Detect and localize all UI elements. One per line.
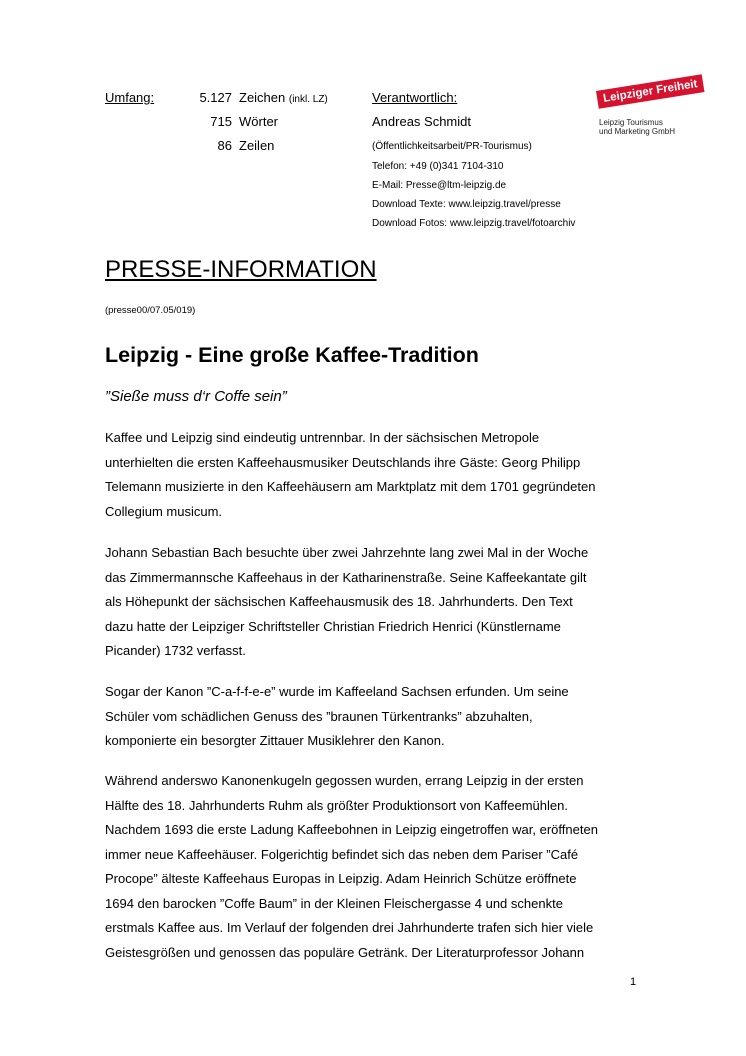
paragraph-line: Nachdem 1693 die erste Ladung Kaffeebohnen in Leipzig eingetroffen war, eröffneten xyxy=(105,822,598,837)
paragraph-line: Geistesgrößen und genossen das populäre Getränk. Der Literaturprofessor Johann xyxy=(105,944,585,960)
umfang-label: Umfang: xyxy=(105,90,155,105)
paragraph-line: dazu hatte der Leipziger Schriftsteller Christian Friedrich Henrici (Künstlername xyxy=(105,618,561,634)
paragraph-line: Telemann musizierte in den Kaffeehäusern am Marktplatz mit dem 1701 gegründeten xyxy=(105,479,596,494)
zeichen-label xyxy=(239,90,328,105)
paragraph-line: Schüler vom schädlichen Genuss des ”braunen Türkentranks” abzuhalten, xyxy=(105,708,533,724)
logo-subtitle xyxy=(599,118,675,136)
download-fotos-link[interactable]: Download Fotos: www.leipzig.travel/fotoarchiv xyxy=(372,218,576,229)
woerter-label: Wörter xyxy=(239,114,278,129)
paragraph-4 xyxy=(105,769,645,965)
paragraph-line: komponierte ein besorgter Zittauer Musiklehrer den Kanon. xyxy=(105,733,445,748)
page-number: 1 xyxy=(630,976,637,988)
paragraph-line: immer neue Kaffeehäuser. Folgerichtig befindet sich das neben dem Pariser ”Café xyxy=(105,846,579,862)
verantwortlich-label: Verantwortlich: xyxy=(372,90,458,105)
paragraph-line: erstmals Kaffee aus. Im Verlauf der folgenden drei Jahrhunderte trafen sich hier viele xyxy=(105,920,594,935)
leipziger-freiheit-logo xyxy=(596,77,700,104)
paragraph-line: das Zimmermannsche Kaffeehaus in der Katharinenstraße. Seine Kaffeekantate gilt xyxy=(105,569,587,585)
logo-text: Leipziger Freiheit xyxy=(596,74,705,109)
logo-sub-line2: und Marketing GmbH xyxy=(599,127,676,136)
logo-sub-line1: Leipzig Tourismus xyxy=(599,118,663,127)
contact-name: Andreas Schmidt xyxy=(372,114,471,129)
paragraph-line: Während anderswo Kanonenkugeln gegossen wurden, errang Leipzig in der ersten xyxy=(105,773,584,788)
contact-telefon: Telefon: +49 (0)341 7104-310 xyxy=(372,161,504,172)
contact-email[interactable]: E-Mail: Presse@ltm-leipzig.de xyxy=(372,180,507,191)
zeilen-count: 86 xyxy=(217,138,232,153)
zeilen-label: Zeilen xyxy=(239,138,275,153)
paragraph-line: Hälfte des 18. Jahrhunderts Ruhm als größter Produktionsort von Kaffeemühlen. xyxy=(105,797,568,813)
article-title: Leipzig - Eine große Kaffee-Tradition xyxy=(105,343,479,367)
press-heading: PRESSE-INFORMATION xyxy=(105,256,377,283)
paragraph-line: Picander) 1732 verfasst. xyxy=(105,643,246,658)
paragraph-line: Procope” älteste Kaffeehaus Europas in Leipzig. Adam Heinrich Schütze eröffnete xyxy=(105,871,577,886)
paragraph-line: als Höhepunkt der sächsischen Kaffeehausmusik des 18. Jahrhunderts. Den Text xyxy=(105,594,573,609)
woerter-count: 715 xyxy=(210,114,232,129)
paragraph-line: Johann Sebastian Bach besuchte über zwei Jahrzehnte lang zwei Mal in der Woche xyxy=(105,545,589,560)
paragraph-2 xyxy=(105,541,645,664)
paragraph-line: 1694 den barocken ”Coffe Baum” in der Kleinen Fleischergasse 4 und schenkte xyxy=(105,895,563,911)
paragraph-line: Collegium musicum. xyxy=(105,503,223,519)
document-reference: (presse00/07.05/019) xyxy=(105,305,196,316)
zeichen-label-text: Zeichen xyxy=(239,90,286,105)
zeichen-note: (inkl. LZ) xyxy=(288,94,328,105)
contact-role: (Öffentlichkeitsarbeit/PR-Tourismus) xyxy=(372,141,532,152)
paragraph-line: Kaffee und Leipzig sind eindeutig untrennbar. In der sächsischen Metropole xyxy=(105,430,540,445)
paragraph-line: Sogar der Kanon ”C-a-f-f-e-e” wurde im Kaffeeland Sachsen erfunden. Um seine xyxy=(105,684,569,699)
paragraph-3 xyxy=(105,680,645,754)
paragraph-1 xyxy=(105,426,645,524)
article-subtitle: ”Sieße muss d‘r Coffe sein” xyxy=(105,388,287,405)
download-texte-link[interactable]: Download Texte: www.leipzig.travel/presse xyxy=(372,199,561,210)
zeichen-count: 5.127 xyxy=(199,90,232,105)
paragraph-line: unterhielten die ersten Kaffeehausmusiker Deutschlands ihre Gäste: Georg Philipp xyxy=(105,454,581,470)
